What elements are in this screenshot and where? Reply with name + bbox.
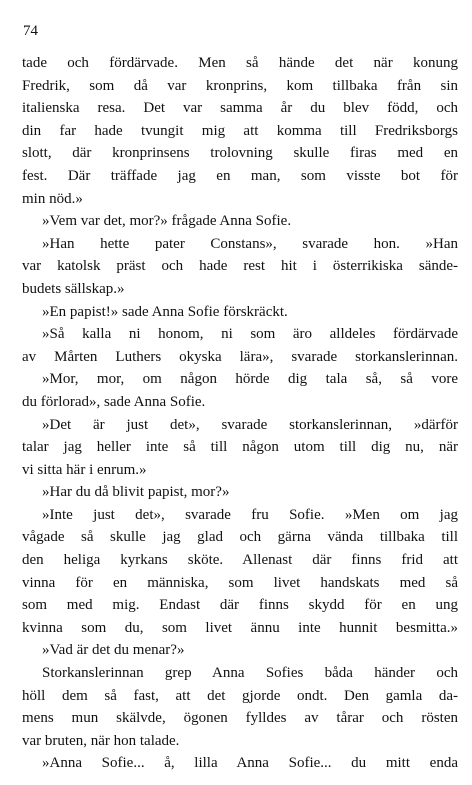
text-line: »Har du då blivit papist, mor?»: [42, 484, 230, 501]
text-line: tade och fördärvade. Men så hände det när konung: [22, 55, 458, 71]
text-line: »En papist!» sade Anna Sofie förskräckt.: [42, 303, 288, 320]
text-line: »Inte just det», svarade fru Sofie. »Men om jag: [42, 506, 458, 523]
text-line: som med mig. Endast där finns skydd för en ung: [22, 597, 458, 614]
text-line: »Vad är det du menar?»: [42, 642, 185, 659]
text-line: höll dem så fast, att det gjorde ondt. Den gamla da-: [22, 687, 458, 704]
text-line: italienska resa. Det var samma år du blev född, och: [22, 100, 458, 117]
text-line: Storkanslerinnan grep Anna Sofies båda händer och: [42, 665, 458, 682]
text-line: min nöd.»: [22, 190, 83, 207]
text-line: av Mårten Luthers okyska lära», svarade storkanslerinnan.: [22, 348, 458, 365]
text-line: fest. Där träffade jag en man, som visste bot för: [22, 167, 458, 184]
text-line: var katolsk präst och hade rest hit i österrikiska sände-: [22, 258, 458, 275]
body-text: [22, 52, 458, 775]
text-line: »Anna Sofie... å, lilla Anna Sofie... du mitt enda: [42, 755, 458, 772]
page-number: 74: [23, 23, 38, 39]
text-line: »Mor, mor, om någon hörde dig tala så, så vore: [42, 371, 458, 388]
text-line: vi sitta här i enrum.»: [22, 461, 147, 478]
text-line: vinna för en människa, som livet handskats med så: [22, 574, 458, 591]
text-line: mens mun skälvde, ögonen fylldes av tårar och rösten: [22, 710, 458, 727]
text-line: talar jag heller inte så till någon utom till dig nu, när: [22, 439, 458, 456]
text-line: var bruten, när hon talade.: [22, 732, 180, 749]
text-line: slott, där kronprinsens trolovning skulle firas med en: [22, 145, 458, 162]
text-line: Fredrik, som då var kronprins, kom tillbaka från sin: [22, 77, 458, 94]
text-line: »Vem var det, mor?» frågade Anna Sofie.: [42, 213, 292, 230]
text-line: din far hade tvungit mig att komma till Fredriksborgs: [22, 122, 458, 139]
text-line: »Så kalla ni honom, ni som äro alldeles fördärvade: [42, 326, 458, 343]
text-line: kvinna som du, som livet ännu inte hunnit besmitta.»: [22, 619, 458, 636]
text-line: budets sällskap.»: [22, 280, 125, 297]
text-line: den heliga kyrkans sköte. Allenast där finns frid att: [22, 552, 458, 569]
text-line: du förlorad», sade Anna Sofie.: [22, 393, 206, 410]
text-line: vågade så skulle jag glad och gärna vända tillbaka till: [22, 529, 458, 546]
text-line: »Han hette pater Constans», svarade hon. »Han: [42, 235, 458, 252]
text-line: »Det är just det», svarade storkanslerinnan, »därför: [42, 416, 458, 433]
